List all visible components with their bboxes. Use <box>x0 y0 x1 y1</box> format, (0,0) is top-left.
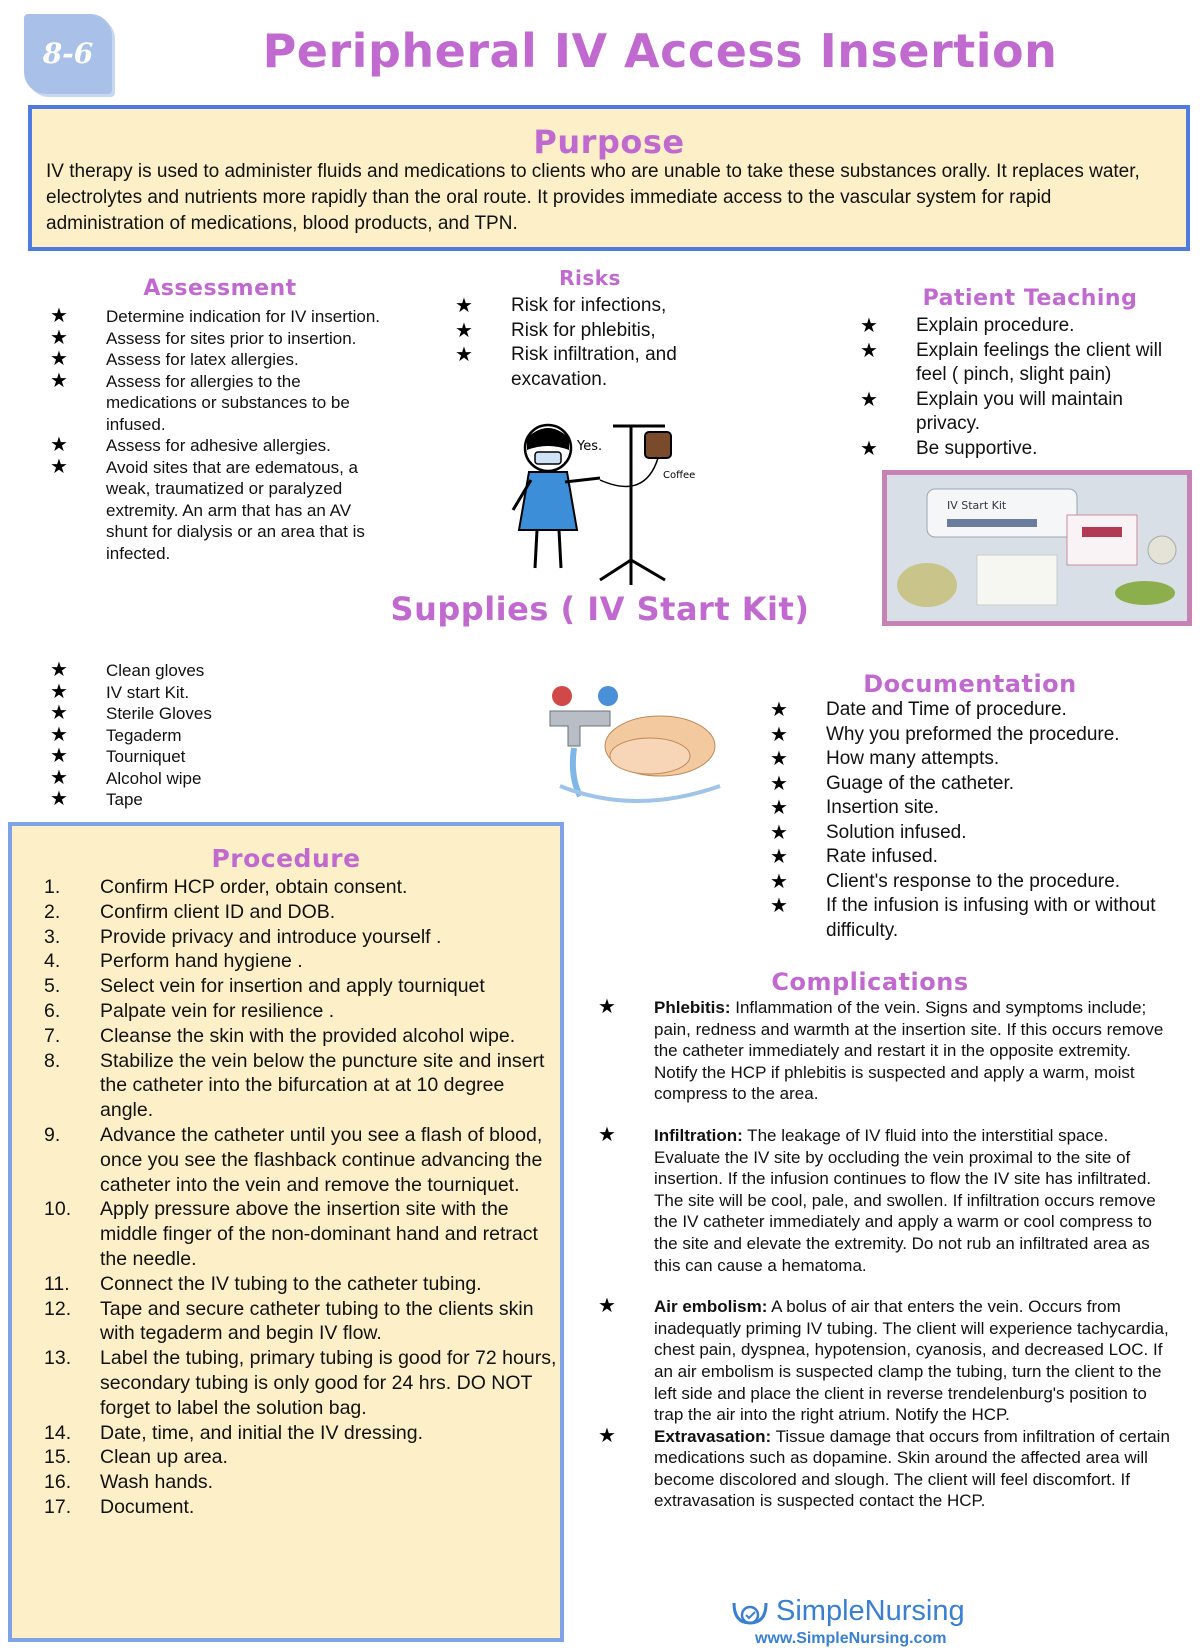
star-bullet-icon: ★ <box>770 699 788 721</box>
star-bullet-icon: ★ <box>860 315 878 337</box>
star-bullet-icon: ★ <box>50 766 68 789</box>
star-bullet-icon: ★ <box>50 369 68 392</box>
iv-kit-graphic <box>887 475 1187 621</box>
documentation-item-text: Date and Time of procedure. <box>826 699 1067 720</box>
page-title: Peripheral IV Access Insertion <box>262 24 1058 78</box>
supplies-item-text: IV start Kit. <box>106 682 190 702</box>
procedure-step <box>12 1445 560 1470</box>
assessment-item-text: Assess for adhesive allergies. <box>106 436 331 455</box>
supplies-item <box>50 746 350 768</box>
procedure-step-text: Clean up area. <box>100 1446 228 1469</box>
supplies-item-text: Tourniquet <box>106 747 186 766</box>
kit-label: IV Start Kit <box>947 499 1007 512</box>
documentation-item-text: Guage of the catheter. <box>826 772 1015 794</box>
supplies-item-text: Clean gloves <box>106 661 205 680</box>
assessment-item-text: Avoid sites that are edematous, a weak, traumatized or paralyzed extremity. An arm that has an AV shunt for dialysis or an area that is infected. <box>106 457 365 563</box>
documentation-item-text: If the infusion is infusing with or without difficulty. <box>826 895 1156 941</box>
risks-item <box>455 294 725 319</box>
supplies-item-text: Tape <box>106 790 143 809</box>
procedure-step-number: 16. <box>44 1471 72 1494</box>
procedure-step-text: Confirm HCP order, obtain consent. <box>100 876 408 898</box>
documentation-item <box>770 845 1190 870</box>
supplies-item <box>50 682 350 704</box>
documentation-list <box>770 698 1190 943</box>
star-bullet-icon: ★ <box>770 821 788 844</box>
assessment-item <box>50 306 395 328</box>
star-bullet-icon: ★ <box>50 659 68 681</box>
star-bullet-icon: ★ <box>770 846 788 868</box>
documentation-item <box>770 698 1190 723</box>
purpose-box <box>28 105 1190 251</box>
procedure-step-number: 1. <box>44 876 61 898</box>
complication-item <box>598 1125 1170 1276</box>
procedure-step-number: 2. <box>44 900 61 923</box>
procedure-heading: Procedure <box>211 844 361 873</box>
supplies-item <box>50 768 350 790</box>
documentation-item <box>770 772 1190 797</box>
procedure-step-number: 14. <box>44 1421 72 1444</box>
risks-item-text: Risk infiltration, and excavation. <box>511 344 677 390</box>
complication-term: Extravasation: <box>654 1426 772 1446</box>
complication-description: Tissue damage that occurs from infiltration of certain medications such as dopamine. Skin around the affected area will become discolored and slough. The client will feel discomfort. If extravasation is suspected contact the HCP. <box>654 1426 1170 1511</box>
procedure-step <box>12 1272 560 1297</box>
assessment-item <box>50 349 395 371</box>
patient-teaching-item <box>860 314 1180 339</box>
assessment-item <box>50 371 395 436</box>
procedure-step-text: Palpate vein for resilience . <box>100 999 335 1022</box>
supplies-item-text: Tegaderm <box>106 725 182 745</box>
assessment-item <box>50 457 395 565</box>
star-bullet-icon: ★ <box>598 1295 616 1318</box>
procedure-step <box>12 1297 560 1347</box>
star-bullet-icon: ★ <box>455 344 473 366</box>
assessment-item-text: Assess for sites prior to insertion. <box>106 328 357 348</box>
documentation-item-text: Client's response to the procedure. <box>826 870 1121 892</box>
star-bullet-icon: ★ <box>770 748 788 770</box>
star-bullet-icon: ★ <box>50 745 68 767</box>
procedure-step-text: Cleanse the skin with the provided alcohol wipe. <box>100 1024 516 1047</box>
documentation-item <box>770 747 1190 772</box>
documentation-item-text: Solution infused. <box>826 821 967 843</box>
documentation-item-text: How many attempts. <box>826 748 1000 769</box>
procedure-step-number: 4. <box>44 950 61 973</box>
complication-term: Phlebitis: <box>654 998 731 1017</box>
assessment-item <box>50 328 395 350</box>
procedure-step-text: Advance the catheter until you see a flash of blood, once you see the flashback continue advancing the catheter into the vein and remove the tourniquet. <box>100 1123 543 1196</box>
brand-logo-text: SimpleNursing <box>776 1595 965 1627</box>
risks-item-text: Risk for phlebitis, <box>511 319 656 341</box>
page-number-badge <box>24 14 112 94</box>
patient-teaching-item-text: Explain you will maintain privacy. <box>916 388 1123 434</box>
documentation-item <box>770 870 1190 895</box>
star-bullet-icon: ★ <box>598 996 616 1018</box>
complication-term: Infiltration: <box>654 1125 743 1145</box>
complication-description: A bolus of air that enters the vein. Occurs from inadequatly priming IV tubing. The client will experience tachycardia, chest pain, dyspnea, hypotension, cyanosis, and decreased LOC. If an air embolism is suspected clamp the tubing, turn the client to the left side and place the client in reverse trendelenburg's position to trap the air into the right atrium. Notify the HCP. <box>654 1297 1169 1425</box>
procedure-step-number: 13. <box>44 1347 72 1370</box>
patient-teaching-heading: Patient Teaching <box>922 286 1138 311</box>
star-bullet-icon: ★ <box>50 788 68 810</box>
procedure-list <box>12 875 560 1520</box>
star-bullet-icon: ★ <box>598 1123 616 1146</box>
procedure-step <box>12 1049 560 1123</box>
purpose-text: IV therapy is used to administer fluids and medications to clients who are unable to take these substances orally. It replaces water, electrolytes and nutrients more rapidly than the oral route. It provides immediate access to the vascular system for rapid administration of medications, blood products, and TPN. <box>46 161 1140 234</box>
complication-description: The leakage of IV fluid into the interstitial space. Evaluate the IV site by occluding the vein proximal to the site of insertion. If the infusion continues to flow the IV site has infiltrated. The site will be cool, pale, and swollen. If infiltration occurs remove the IV catheter immediately and apply a warm or cool compress to the site and elevate the extremity. Do not rub an infiltrated area as this can cause a hematoma. <box>654 1125 1156 1275</box>
star-bullet-icon: ★ <box>770 797 788 819</box>
procedure-step <box>12 1495 560 1520</box>
patient-teaching-item-text: Be supportive. <box>916 437 1038 459</box>
star-bullet-icon: ★ <box>50 455 68 478</box>
purpose-heading: Purpose <box>533 123 685 161</box>
risks-item <box>455 319 725 344</box>
star-bullet-icon: ★ <box>50 680 68 703</box>
procedure-step <box>12 1197 560 1271</box>
procedure-step-text: Connect the IV tubing to the catheter tubing. <box>100 1272 482 1295</box>
iv-kit-photo <box>882 470 1192 626</box>
documentation-item-text: Rate infused. <box>826 846 938 867</box>
star-bullet-icon: ★ <box>50 434 68 456</box>
procedure-step-text: Confirm client ID and DOB. <box>100 900 336 923</box>
supplies-item <box>50 703 350 725</box>
procedure-step <box>12 949 560 974</box>
procedure-step-number: 6. <box>44 999 61 1022</box>
star-bullet-icon: ★ <box>770 870 788 893</box>
patient-teaching-list <box>860 314 1180 461</box>
risks-item-text: Risk for infections, <box>511 295 667 316</box>
bag-label: Coffee <box>663 470 696 481</box>
procedure-step-text: Select vein for insertion and apply tourniquet <box>100 975 485 998</box>
patient-teaching-item <box>860 437 1180 462</box>
documentation-item <box>770 796 1190 821</box>
star-bullet-icon: ★ <box>770 723 788 746</box>
complication-item <box>598 997 1170 1105</box>
supplies-list <box>50 660 350 811</box>
procedure-step <box>12 1346 560 1420</box>
speech-text: Yes. <box>577 439 603 454</box>
supplies-item <box>50 725 350 747</box>
procedure-step-text: Wash hands. <box>100 1471 214 1494</box>
procedure-step-text: Provide privacy and introduce yourself . <box>100 925 442 948</box>
procedure-step-text: Perform hand hygiene . <box>100 950 303 973</box>
assessment-item-text: Assess for allergies to the medications or substances to be infused. <box>106 371 350 434</box>
handwashing-illustration <box>540 676 730 806</box>
star-bullet-icon: ★ <box>50 702 68 724</box>
procedure-box <box>8 822 564 1642</box>
documentation-heading: Documentation <box>863 670 1077 698</box>
page-number: 8-6 <box>42 37 94 70</box>
complication-term: Air embolism: <box>654 1297 768 1317</box>
procedure-step-text: Apply pressure above the insertion site with the middle finger of the non-dominant hand and retract the needle. <box>100 1198 538 1270</box>
procedure-step-text: Tape and secure catheter tubing to the clients skin with tegaderm and begin IV flow. <box>100 1297 534 1345</box>
supplies-item <box>50 789 350 811</box>
star-bullet-icon: ★ <box>50 348 68 370</box>
procedure-step-number: 5. <box>44 975 61 998</box>
brand-url[interactable]: www.SimpleNursing.com <box>755 1630 947 1647</box>
procedure-step-number: 7. <box>44 1024 61 1047</box>
supplies-heading: Supplies ( IV Start Kit) <box>390 590 810 628</box>
procedure-step-number: 15. <box>44 1446 72 1469</box>
procedure-step-number: 17. <box>44 1495 72 1518</box>
star-bullet-icon: ★ <box>455 319 473 342</box>
complications-heading: Complications <box>771 968 969 996</box>
risks-list <box>455 294 725 392</box>
assessment-item-text: Determine indication for IV insertion. <box>106 307 381 326</box>
complications-list <box>598 997 1170 1512</box>
risks-item <box>455 343 725 392</box>
procedure-step <box>12 999 560 1024</box>
procedure-step-text: Stabilize the vein below the puncture site and insert the catheter into the bifurcation at at 10 degree angle. <box>100 1049 545 1122</box>
procedure-step <box>12 1421 560 1446</box>
star-bullet-icon: ★ <box>770 895 788 917</box>
patient-teaching-item-text: Explain procedure. <box>916 315 1075 336</box>
procedure-step-number: 3. <box>44 925 61 948</box>
procedure-step <box>12 974 560 999</box>
procedure-step <box>12 875 560 900</box>
star-bullet-icon: ★ <box>50 326 68 349</box>
procedure-step <box>12 1024 560 1049</box>
supplies-item-text: Sterile Gloves <box>106 704 212 723</box>
supplies-item-text: Alcohol wipe <box>106 768 202 788</box>
star-bullet-icon: ★ <box>860 388 878 411</box>
nurse-iv-illustration <box>505 420 735 590</box>
star-bullet-icon: ★ <box>50 305 68 327</box>
procedure-step-number: 10. <box>44 1198 72 1221</box>
procedure-step-number: 12. <box>44 1297 72 1320</box>
procedure-step-text: Date, time, and initial the IV dressing. <box>100 1421 423 1444</box>
assessment-item <box>50 435 395 457</box>
procedure-step <box>12 900 560 925</box>
procedure-step <box>12 1123 560 1197</box>
star-bullet-icon: ★ <box>598 1424 616 1447</box>
procedure-step-text: Document. <box>100 1495 195 1518</box>
star-bullet-icon: ★ <box>860 339 878 362</box>
patient-teaching-item <box>860 388 1180 437</box>
star-bullet-icon: ★ <box>50 723 68 746</box>
assessment-item-text: Assess for latex allergies. <box>106 350 299 369</box>
patient-teaching-item-text: Explain feelings the client will feel ( pinch, slight pain) <box>916 339 1163 385</box>
procedure-step-number: 8. <box>44 1049 61 1072</box>
procedure-step <box>12 1470 560 1495</box>
risks-heading: Risks <box>559 266 621 290</box>
complication-item <box>598 1296 1170 1426</box>
patient-teaching-item <box>860 339 1180 388</box>
stethoscope-logo-icon <box>728 1597 776 1631</box>
assessment-list <box>50 306 395 564</box>
documentation-item <box>770 723 1190 748</box>
documentation-item-text: Insertion site. <box>826 797 939 818</box>
complication-item <box>598 1426 1170 1512</box>
assessment-heading: Assessment <box>143 276 297 301</box>
star-bullet-icon: ★ <box>860 437 878 460</box>
procedure-step-number: 11. <box>44 1272 70 1295</box>
documentation-item <box>770 894 1190 943</box>
documentation-item <box>770 821 1190 846</box>
procedure-step <box>12 925 560 950</box>
procedure-step-text: Label the tubing, primary tubing is good for 72 hours, secondary tubing is only good for 24 hrs. DO NOT forget to label the solution bag. <box>100 1347 557 1419</box>
complication-description: Inflammation of the vein. Signs and symptoms include; pain, redness and warmth at the insertion site. If this occurs remove the catheter immediately and restart it in the opposite extremity. Notify the HCP if phlebitis is suspected and apply a warm, moist compress to the area. <box>654 998 1164 1104</box>
star-bullet-icon: ★ <box>455 295 473 317</box>
documentation-item-text: Why you preformed the procedure. <box>826 723 1120 745</box>
procedure-step-number: 9. <box>44 1123 61 1146</box>
supplies-item <box>50 660 350 682</box>
star-bullet-icon: ★ <box>770 772 788 795</box>
